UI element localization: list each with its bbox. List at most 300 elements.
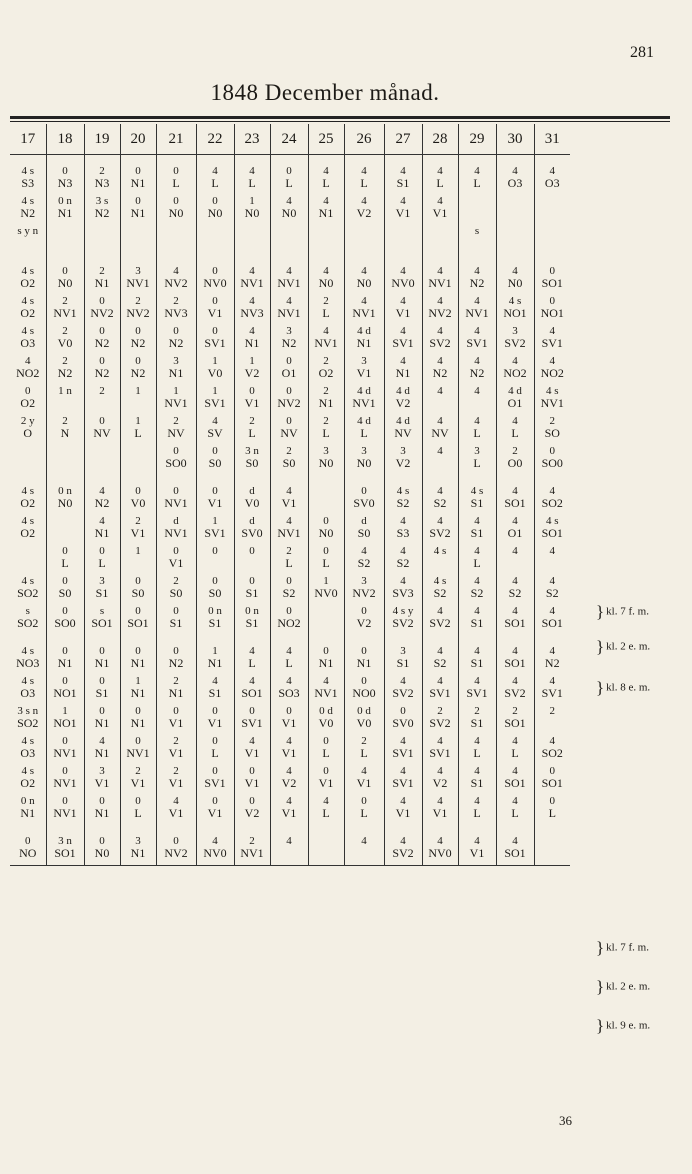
table-cell	[458, 515, 496, 545]
cloud-value: 0	[549, 295, 555, 307]
wind-value: O3	[20, 686, 36, 700]
table-cell	[458, 295, 496, 325]
table-cell	[534, 795, 570, 825]
wind-value: SO1	[504, 716, 526, 730]
table-cell	[458, 795, 496, 825]
cloud-value: 4	[400, 195, 406, 207]
table-cell	[234, 155, 270, 196]
cloud-value: 4	[249, 735, 255, 747]
wind-value: L	[172, 176, 180, 190]
cloud-value: 4	[249, 325, 255, 337]
wind-value: SV2	[429, 616, 451, 630]
wind-value: NV0	[203, 276, 227, 290]
table-cell	[534, 735, 570, 765]
table-cell	[196, 225, 234, 255]
table-cell	[344, 155, 384, 196]
wind-value: N1	[318, 206, 334, 220]
wind-value: NO1	[53, 716, 77, 730]
table-cell	[496, 325, 534, 355]
table-cell	[344, 415, 384, 445]
wind-value: O2	[20, 526, 36, 540]
cloud-value: 4	[437, 605, 443, 617]
table-cell	[458, 765, 496, 795]
table-cell	[344, 445, 384, 475]
table-cell	[308, 415, 344, 445]
wind-value: NV2	[164, 276, 188, 290]
wind-value: V1	[244, 776, 260, 790]
cloud-value: 2	[135, 765, 141, 777]
wind-value	[121, 557, 156, 571]
cloud-value: 0 n	[208, 605, 222, 617]
wind-value: NV2	[164, 846, 188, 860]
cloud-value	[309, 835, 344, 847]
cloud-value: 0	[212, 265, 218, 277]
wind-value: NV1	[240, 276, 264, 290]
table-cell	[46, 225, 84, 255]
cloud-value	[10, 445, 46, 457]
table-cell	[10, 225, 46, 255]
wind-value: V1	[168, 716, 184, 730]
table-cell	[308, 445, 344, 475]
wind-value: SO1	[504, 846, 526, 860]
cloud-value: 3	[361, 445, 367, 457]
table-cell	[422, 825, 458, 866]
table-cell	[196, 255, 234, 295]
table-cell	[84, 475, 120, 515]
wind-value: L	[322, 806, 330, 820]
wind-value: SO1	[127, 616, 149, 630]
wind-value: N2	[94, 366, 110, 380]
table-cell	[46, 295, 84, 325]
cloud-value: 4	[512, 795, 518, 807]
table-cell	[234, 605, 270, 635]
table-cell	[120, 295, 156, 325]
cloud-value: 2	[286, 545, 292, 557]
column-header: 26	[344, 124, 384, 155]
cloud-value: 4	[549, 355, 555, 367]
wind-value: SV1	[466, 336, 488, 350]
table-cell	[458, 475, 496, 515]
wind-value: N1	[94, 806, 110, 820]
cloud-value: 0	[173, 485, 179, 497]
wind-value	[309, 237, 344, 251]
cloud-value: 4	[400, 515, 406, 527]
column-header: 24	[270, 124, 308, 155]
cloud-value: 4 s	[21, 165, 35, 177]
wind-value: O2	[318, 366, 334, 380]
table-cell	[270, 545, 308, 575]
table-cell	[234, 545, 270, 575]
wind-value	[235, 557, 270, 571]
table-cell	[422, 255, 458, 295]
cloud-value: 4	[400, 795, 406, 807]
wind-value: V1	[395, 306, 411, 320]
cloud-value: 4	[474, 385, 480, 397]
cloud-value: 0	[286, 165, 292, 177]
table-cell	[534, 675, 570, 705]
wind-value: V1	[168, 556, 184, 570]
wind-value	[309, 497, 344, 511]
cloud-value: 0	[62, 575, 68, 587]
wind-value: NO2	[277, 616, 301, 630]
wind-value: V1	[207, 496, 223, 510]
wind-value: O2	[20, 396, 36, 410]
wind-value: V1	[130, 526, 146, 540]
cloud-value: 2	[512, 445, 518, 457]
table-cell	[344, 515, 384, 545]
table-cell	[308, 605, 344, 635]
wind-value: L	[511, 426, 519, 440]
table-cell	[308, 515, 344, 545]
wind-value: NV1	[465, 306, 489, 320]
wind-value: N1	[244, 336, 260, 350]
table-cell	[384, 385, 422, 415]
wind-value: N1	[57, 206, 73, 220]
table-cell	[534, 195, 570, 225]
column-header: 31	[534, 124, 570, 155]
note-6	[596, 1016, 650, 1036]
cloud-value: 3	[400, 645, 406, 657]
cloud-value: 1	[212, 385, 218, 397]
table-cell	[344, 355, 384, 385]
cloud-value: 0 d	[319, 705, 333, 717]
wind-value: NO2	[503, 366, 527, 380]
cloud-value: 4	[212, 165, 218, 177]
table-cell	[234, 635, 270, 675]
table-cell	[234, 575, 270, 605]
wind-value: V1	[244, 746, 260, 760]
table-cell	[422, 155, 458, 196]
cloud-value: 0	[173, 605, 179, 617]
cloud-value: 4	[437, 485, 443, 497]
table-cell	[534, 355, 570, 385]
table-cell	[534, 475, 570, 515]
cloud-value: 4	[437, 415, 443, 427]
wind-value: O3	[544, 176, 560, 190]
table-cell	[534, 325, 570, 355]
table-row	[10, 155, 570, 196]
table-cell	[196, 195, 234, 225]
table-cell	[422, 795, 458, 825]
cloud-value: 4	[25, 355, 31, 367]
wind-value: NV1	[540, 396, 564, 410]
wind-value: N0	[94, 846, 110, 860]
table-cell	[46, 765, 84, 795]
table-cell	[196, 765, 234, 795]
cloud-value: 0	[62, 545, 68, 557]
cloud-value: 0	[99, 835, 105, 847]
cloud-value: 4	[437, 515, 443, 527]
cloud-value: 0	[62, 165, 68, 177]
cloud-value: 0 n	[58, 485, 72, 497]
wind-value	[121, 397, 156, 411]
table-row	[10, 765, 570, 795]
table-cell	[10, 635, 46, 675]
table-cell	[46, 475, 84, 515]
cloud-value: 0	[286, 605, 292, 617]
table-cell	[234, 225, 270, 255]
table-cell	[196, 445, 234, 475]
wind-value: S1	[95, 586, 109, 600]
wind-value: SO1	[541, 776, 563, 790]
cloud-value	[385, 225, 422, 237]
cloud-value: 3 s n	[17, 705, 39, 717]
cloud-value: 2	[249, 835, 255, 847]
wind-value: O3	[507, 176, 523, 190]
cloud-value: 2	[249, 415, 255, 427]
cloud-value: 3 s	[95, 195, 109, 207]
wind-value: SO1	[241, 686, 263, 700]
table-cell	[156, 545, 196, 575]
cloud-value: 0	[173, 445, 179, 457]
cloud-value: 0	[99, 355, 105, 367]
cloud-value: 2	[99, 165, 105, 177]
wind-value: N1	[130, 846, 146, 860]
wind-value: L	[511, 746, 519, 760]
cloud-value: 4	[474, 295, 480, 307]
cloud-value: 4	[400, 575, 406, 587]
table-cell	[120, 795, 156, 825]
wind-value: O1	[507, 526, 523, 540]
cloud-value: 4	[286, 195, 292, 207]
cloud-value: 0	[286, 385, 292, 397]
wind-value: SO1	[541, 526, 563, 540]
cloud-value: 4	[249, 295, 255, 307]
cloud-value: 0	[212, 575, 218, 587]
wind-value: SV1	[392, 336, 414, 350]
table-cell	[156, 635, 196, 675]
table-cell	[458, 385, 496, 415]
wind-value: L	[473, 806, 481, 820]
cloud-value: 2	[99, 265, 105, 277]
table-cell	[534, 765, 570, 795]
wind-value: N1	[168, 686, 184, 700]
table-cell	[10, 675, 46, 705]
table-cell	[270, 825, 308, 866]
wind-value: L	[322, 746, 330, 760]
table-cell	[534, 385, 570, 415]
wind-value: SO2	[17, 616, 39, 630]
table-cell	[10, 195, 46, 225]
cloud-value: 4	[400, 355, 406, 367]
wind-value: NO3	[16, 656, 40, 670]
table-cell	[458, 825, 496, 866]
table-cell	[458, 155, 496, 196]
cloud-value: 4	[286, 795, 292, 807]
table-cell	[234, 385, 270, 415]
table-cell	[422, 675, 458, 705]
table-cell	[308, 155, 344, 196]
wind-value: N2	[469, 366, 485, 380]
cloud-value: d	[173, 515, 179, 527]
cloud-value: 2	[173, 765, 179, 777]
table-cell	[120, 705, 156, 735]
cloud-value: 4	[286, 485, 292, 497]
cloud-value: 4	[249, 645, 255, 657]
table-cell	[308, 225, 344, 255]
cloud-value: 0	[99, 325, 105, 337]
wind-value: V0	[244, 496, 260, 510]
cloud-value: 3	[474, 445, 480, 457]
table-cell	[234, 445, 270, 475]
table-cell	[534, 545, 570, 575]
cloud-value	[497, 225, 534, 237]
wind-value	[85, 237, 120, 251]
table-cell	[196, 605, 234, 635]
wind-value: V2	[356, 616, 372, 630]
cloud-value: 2	[135, 515, 141, 527]
cloud-value	[459, 195, 496, 207]
cloud-value: 4	[474, 515, 480, 527]
table-cell	[84, 325, 120, 355]
table-cell	[120, 475, 156, 515]
note-text: kl. 7 f. m.	[606, 941, 649, 954]
cloud-value: 2	[173, 575, 179, 587]
column-header: 25	[308, 124, 344, 155]
cloud-value: 0	[135, 645, 141, 657]
table-cell	[10, 415, 46, 445]
wind-value	[459, 397, 496, 411]
wind-value: V1	[432, 206, 448, 220]
wind-value: N0	[318, 456, 334, 470]
table-cell	[384, 475, 422, 515]
table-cell	[234, 825, 270, 866]
wind-value	[385, 237, 422, 251]
cloud-value: 4	[99, 735, 105, 747]
column-header: 18	[46, 124, 84, 155]
cloud-value: 0	[361, 645, 367, 657]
cloud-value: 4	[512, 515, 518, 527]
table-cell	[196, 545, 234, 575]
table-cell	[422, 735, 458, 765]
table-cell	[234, 295, 270, 325]
table-cell	[422, 325, 458, 355]
cloud-value: 3 n	[245, 445, 259, 457]
table-cell	[84, 415, 120, 445]
wind-value: SV2	[504, 336, 526, 350]
cloud-value: 4	[512, 835, 518, 847]
cloud-value: 2 y	[20, 415, 35, 427]
wind-value: N0	[356, 456, 372, 470]
table-cell	[344, 545, 384, 575]
cloud-value: 4	[512, 415, 518, 427]
cloud-value: 4	[512, 575, 518, 587]
wind-value: SV2	[429, 716, 451, 730]
cloud-value: s	[474, 225, 480, 237]
table-cell	[496, 445, 534, 475]
wind-value	[10, 557, 46, 571]
table-cell	[270, 635, 308, 675]
wind-value: N1	[168, 366, 184, 380]
cloud-value: 4 s	[508, 295, 522, 307]
cloud-value: 0	[323, 765, 329, 777]
table-cell	[534, 415, 570, 445]
cloud-value: 4	[99, 515, 105, 527]
table-cell	[270, 295, 308, 325]
wind-value: O1	[281, 366, 297, 380]
cloud-value: 4	[512, 605, 518, 617]
table-cell	[234, 195, 270, 225]
wind-value: SO0	[541, 456, 563, 470]
table-cell	[422, 605, 458, 635]
column-header: 28	[422, 124, 458, 155]
wind-value: NV1	[314, 686, 338, 700]
wind-value: SO1	[504, 496, 526, 510]
wind-value: V0	[207, 366, 223, 380]
wind-value: SV1	[204, 336, 226, 350]
table-cell	[196, 415, 234, 445]
cloud-value: 0	[99, 415, 105, 427]
cloud-value: 1	[249, 195, 255, 207]
wind-value: V1	[168, 776, 184, 790]
table-cell	[10, 445, 46, 475]
table-cell	[496, 475, 534, 515]
table-cell	[156, 795, 196, 825]
table-cell	[270, 325, 308, 355]
table-cell	[46, 545, 84, 575]
cloud-value: 4 s	[21, 265, 35, 277]
column-header: 23	[234, 124, 270, 155]
table-cell	[308, 255, 344, 295]
wind-value: L	[473, 456, 481, 470]
cloud-value: 4	[286, 675, 292, 687]
wind-value: S0	[357, 526, 371, 540]
cloud-value: 4 d	[396, 415, 410, 427]
wind-value: N0	[507, 276, 523, 290]
table-cell	[422, 445, 458, 475]
wind-value: NO2	[16, 366, 40, 380]
table-cell	[120, 195, 156, 225]
cloud-value	[121, 225, 156, 237]
cloud-value: 4	[437, 645, 443, 657]
wind-value	[197, 557, 234, 571]
table-row	[10, 705, 570, 735]
wind-value	[10, 457, 46, 471]
cloud-value: 4 d	[508, 385, 522, 397]
table-cell	[84, 605, 120, 635]
wind-value: SO0	[54, 616, 76, 630]
wind-value: S1	[208, 686, 222, 700]
table-cell	[534, 295, 570, 325]
cloud-value: 0	[212, 765, 218, 777]
wind-value: N1	[356, 656, 372, 670]
table-cell	[120, 255, 156, 295]
table-cell	[384, 255, 422, 295]
wind-value: SV1	[204, 396, 226, 410]
wind-value: L	[360, 806, 368, 820]
cloud-value: 0	[62, 795, 68, 807]
table-cell	[196, 575, 234, 605]
cloud-value: 4	[361, 165, 367, 177]
cloud-value: 4	[286, 835, 292, 847]
table-cell	[46, 355, 84, 385]
wind-value: V0	[57, 336, 73, 350]
cloud-value: 4	[512, 265, 518, 277]
cloud-value: 0	[286, 415, 292, 427]
table-cell	[308, 355, 344, 385]
wind-value: SV3	[392, 586, 414, 600]
table-cell	[308, 635, 344, 675]
table-cell	[196, 515, 234, 545]
wind-value: N2	[57, 366, 73, 380]
wind-value: V2	[244, 366, 260, 380]
wind-value: NV1	[428, 276, 452, 290]
wind-value: V1	[469, 846, 485, 860]
wind-value: NV1	[314, 336, 338, 350]
wind-value: NV1	[126, 746, 150, 760]
wind-value: O1	[507, 396, 523, 410]
cloud-value: 0	[249, 795, 255, 807]
